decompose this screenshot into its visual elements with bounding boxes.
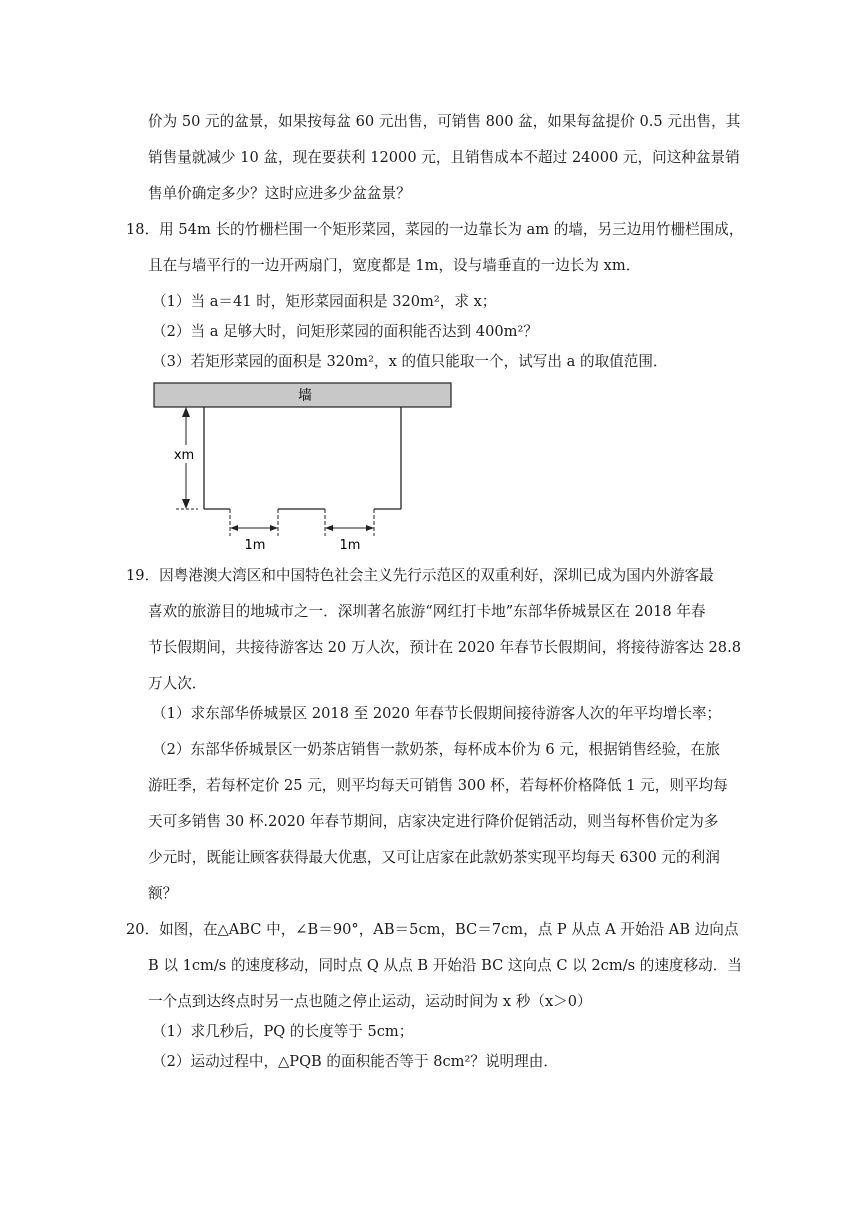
text-line: 一个点到达终点时另一点也随之停止运动，运动时间为 x 秒（x＞0） [148,993,592,1010]
text-line: 且在与墙平行的一边开两扇门，宽度都是 1m，设与墙垂直的一边长为 xm． [148,257,641,274]
text-line: 价为 50 元的盆景，如果按每盆 60 元出售，可销售 800 盆，如果每盆提价 0.5 元出售，其 [148,113,741,130]
gate-2-label: 1m [339,538,361,553]
gate-1-label: 1m [244,538,266,553]
sub-question-19-1: （1）求东部华侨城景区 2018 至 2020 年春节长假期间接待游客人次的年平均增长率； [152,705,722,722]
garden-figure [150,380,460,555]
arrow-up-icon [182,407,190,417]
arrow-left-icon [325,525,333,531]
arrow-right-icon [270,525,278,531]
text-line: 售单价确定多少？这时应进多少盆盆景？ [148,185,411,202]
text-line: 销售量就减少 10 盆，现在要获利 12000 元，且销售成本不超过 24000 元，问这种盆景销 [148,149,740,166]
sub-question-19-2: （2）东部华侨城景区一奶茶店销售一款奶茶，每杯成本价为 6 元，根据销售经验，在旅 [152,741,720,758]
side-label: xm [173,448,195,463]
question-18: 18．用 54m 长的竹栅栏围一个矩形菜园，菜园的一边靠长为 am 的墙，另三边用竹栅栏围成， [126,221,744,238]
arrow-left-icon [230,525,238,531]
text-line: 游旺季，若每杯定价 25 元，则平均每天可销售 300 杯，若每杯价格降低 1 元，则平均每 [148,777,728,794]
text-line: 万人次． [148,675,207,692]
text-line: 节长假期间，共接待游客达 20 万人次，预计在 2020 年春节长假期间，将接待游客达 28.8 [148,639,741,656]
text-line: B 以 1cm/s 的速度移动，同时点 Q 从点 B 开始沿 BC 这向点 C 以 2cm/s 的速度移动．当 [148,957,742,974]
question-19: 19．因粤港澳大湾区和中国特色社会主义先行示范区的双重利好，深圳已成为国内外游客最 [126,567,714,584]
arrow-down-icon [182,499,190,509]
text-line: 少元时，既能让顾客获得最大优惠，又可让店家在此款奶茶实现平均每天 6300 元的利润 [148,849,720,866]
sub-question-18-2: （2）当 a 足够大时，问矩形菜园的面积能否达到 400m²？ [152,323,538,340]
text-line: 喜欢的旅游目的地城市之一．深圳著名旅游“网红打卡地”东部华侨城景区在 2018 年春 [148,603,706,620]
sub-question-20-1: （1）求几秒后，PQ 的长度等于 5cm； [152,1023,414,1040]
arrow-right-icon [366,525,374,531]
wall-label: 墙 [298,388,312,404]
sub-question-18-3: （3）若矩形菜园的面积是 320m²，x 的值只能取一个，试写出 a 的取值范围． [152,353,668,370]
text-line: 天可多销售 30 杯.2020 年春节期间，店家决定进行降价促销活动，则当每杯售价定为多 [148,813,719,830]
sub-question-20-2: （2）运动过程中，△PQB 的面积能否等于 8cm²？说明理由． [152,1053,558,1070]
sub-question-18-1: （1）当 a＝41 时，矩形菜园面积是 320m²，求 x； [152,293,497,310]
text-line: 额？ [148,885,178,902]
question-20: 20．如图，在△ABC 中，∠B＝90°，AB＝5cm，BC＝7cm，点 P 从点 A 开始沿 AB 边向点 [126,921,739,938]
